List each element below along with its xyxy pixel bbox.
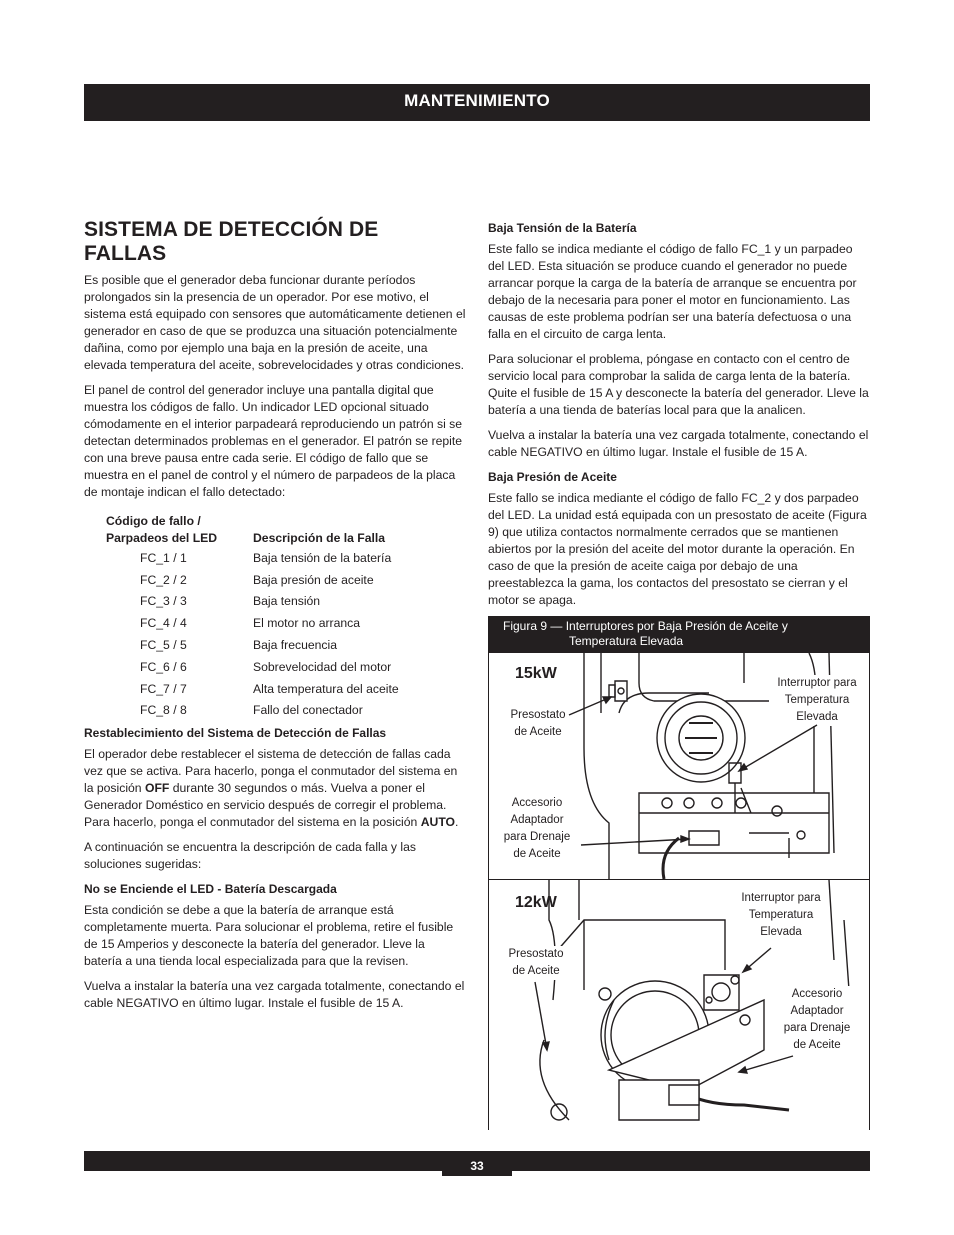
oil-pressure-heading: Baja Presión de Aceite	[488, 470, 617, 484]
fault-code: FC_5 / 5	[140, 638, 187, 653]
label-oil-switch-15kw: Presostato de Aceite	[505, 707, 571, 741]
left-column	[84, 218, 466, 1020]
fault-desc: Baja presión de aceite	[253, 572, 374, 587]
table-row	[106, 634, 466, 656]
table-row	[106, 591, 466, 613]
table-row	[106, 678, 466, 700]
fault-desc: Alta temperatura del aceite	[253, 681, 399, 696]
fault-table-header	[106, 513, 466, 547]
figure-caption	[489, 617, 869, 653]
reset-text-c: .	[455, 815, 459, 830]
fault-code: FC_4 / 4	[140, 616, 187, 631]
label-temp-switch-12kw: Interruptor para Temperatura Elevada	[733, 890, 829, 941]
figure-caption-line1: Figura 9 — Interruptores por Baja Presión de Aceite y	[503, 619, 788, 633]
kw-label-12kw: 12kW	[515, 894, 557, 911]
battery-paragraph-3: Vuelva a instalar la batería una vez cargada totalmente, conectando el cable NEGATIVO en último lugar. Instale el fusible de 15 A.	[488, 428, 869, 459]
reset-auto-keyword: AUTO	[420, 815, 456, 830]
section-header-bar	[84, 84, 870, 121]
fault-desc: Fallo del conectador	[253, 703, 363, 718]
kw-label-15kw: 15kW	[515, 665, 557, 682]
page-title: SISTEMA DE DETECCIÓN DE FALLAS	[84, 218, 379, 265]
label-temp-switch-15kw: Interruptor para Temperatura Elevada	[769, 675, 865, 726]
page-number: 33	[442, 1151, 512, 1176]
intro-paragraph-2: El panel de control del generador incluye una pantalla digital que muestra los códigos de fallo. Un indicador LED opcional situado cómodamente en el interior parpadeará reproduciendo un patrón si se detectan determinados problemas en el generador. El patrón se repite con una breve pausa entre cada serie. El código de fallo que se muestra en el panel de control y el número de parpadeos de la placa de montaje indican el fallo detectado:	[84, 383, 463, 499]
table-row	[106, 656, 466, 678]
table-row	[106, 569, 466, 591]
figure-9	[488, 616, 870, 1130]
fault-code: FC_8 / 8	[140, 703, 187, 718]
fault-table-header-code	[106, 513, 253, 547]
table-row	[106, 612, 466, 634]
figure-panel-12kw	[489, 880, 869, 1130]
callout-arrows-12kw	[489, 880, 869, 1130]
fault-desc: Baja frecuencia	[253, 638, 338, 653]
table-row	[106, 700, 466, 722]
led-paragraph-1: Esta condición se debe a que la batería de arranque está completamente muerta. Para solucionar el problema, retire el fusible de 15 Amperios y desconecte la batería del generador. Lleve la batería a una tienda local especializada para que la revisen.	[84, 903, 454, 969]
battery-paragraph-2: Para solucionar el problema, póngase en contacto con el centro de servicio local para comprobar la salida de carga lenta de la batería. Quite el fusible de 15 A y desconecte la batería del generador. Lleve la batería a una tienda de baterías local para que la analicen.	[488, 352, 869, 417]
reset-text-a: El operador debe restablecer el sistema de detección de fallas cada vez que se activa. Para hacerlo, ponga el conmutador del sistema en la posición	[84, 747, 458, 796]
figure-caption-line2: Temperatura Elevada	[569, 634, 684, 648]
fault-code: FC_2 / 2	[140, 572, 187, 587]
header-code-line1: Código de fallo /	[106, 514, 201, 528]
led-heading: No se Enciende el LED - Batería Descargada	[84, 882, 337, 897]
header-code-line2: Parpadeos del LED	[106, 531, 218, 545]
fault-code: FC_1 / 1	[140, 550, 187, 565]
battery-heading: Baja Tensión de la Batería	[488, 221, 637, 235]
reset-text-b: durante 30 segundos o más. Vuelva a poner el Generador Doméstico en servicio después de corregir el problema. Para hacerlo, ponga el conmutador del sistema en la posición	[84, 781, 447, 830]
fault-desc: Sobrevelocidad del motor	[253, 659, 392, 674]
fault-code: FC_3 / 3	[140, 594, 187, 609]
label-drain-adapter-15kw: Accesorio Adaptador para Drenaje de Aceite	[499, 795, 575, 863]
fault-code: FC_7 / 7	[140, 681, 187, 696]
right-column	[488, 220, 870, 617]
led-paragraph-2: Vuelva a instalar la batería una vez cargada totalmente, conectando el cable NEGATIVO en último lugar. Instale el fusible de 15 A.	[84, 979, 465, 1011]
fault-desc: Baja tensión de la batería	[253, 550, 392, 565]
below-paragraph: A continuación se encuentra la descripción de cada falla y las soluciones sugeridas:	[84, 840, 416, 872]
fault-code-table	[106, 513, 466, 721]
oil-pressure-paragraph: Este fallo se indica mediante el código de fallo FC_2 y dos parpadeo del LED. La unidad está equipada con un presostato de aceite (Figura 9) que utiliza contactos normalmente cerrados que se mantienen abiertos por la presión del aceite del motor durante la operación. En caso de que la presión de aceite caiga por debajo de una preestablezca la gama, los contactos del presostato se cierran y el motor se apaga.	[488, 491, 867, 607]
figure-panel-15kw	[489, 653, 869, 880]
reset-paragraph	[84, 746, 466, 831]
intro-paragraph-1: Es posible que el generador deba funcionar durante períodos prolongados sin la presencia de un operador. Por ese motivo, el sistema está equipado con sensores que automáticamente detienen el generador en caso de que se produzca una situación potencialmente dañina, como por ejemplo una baja en la presión de aceite, una elevada temperatura del aceite, sobrevelocidades y otras condiciones.	[84, 273, 466, 372]
label-drain-adapter-12kw: Accesorio Adaptador para Drenaje de Aceite	[779, 986, 855, 1054]
fault-table-header-desc: Descripción de la Falla	[253, 531, 386, 545]
battery-paragraph-1: Este fallo se indica mediante el código de fallo FC_1 y un parpadeo del LED. Esta situación se produce cuando el generador no puede arrancar porque la carga de la batería de arranque se encuentra por debajo de la necesaria para poner el motor en funcionamiento. Las causas de este problema podrían ser una batería defectuosa o una falla en el circuito de carga lenta.	[488, 242, 857, 341]
section-header-title: MANTENIMIENTO	[404, 91, 550, 110]
table-row	[106, 547, 466, 569]
fault-desc: El motor no arranca	[253, 616, 361, 631]
label-oil-switch-12kw: Presostato de Aceite	[503, 946, 569, 980]
fault-desc: Baja tensión	[253, 594, 321, 609]
callout-arrows-15kw	[489, 653, 869, 879]
fault-code: FC_6 / 6	[140, 659, 187, 674]
reset-heading: Restablecimiento del Sistema de Detección de Fallas	[84, 726, 387, 741]
reset-off-keyword: OFF	[144, 781, 170, 796]
